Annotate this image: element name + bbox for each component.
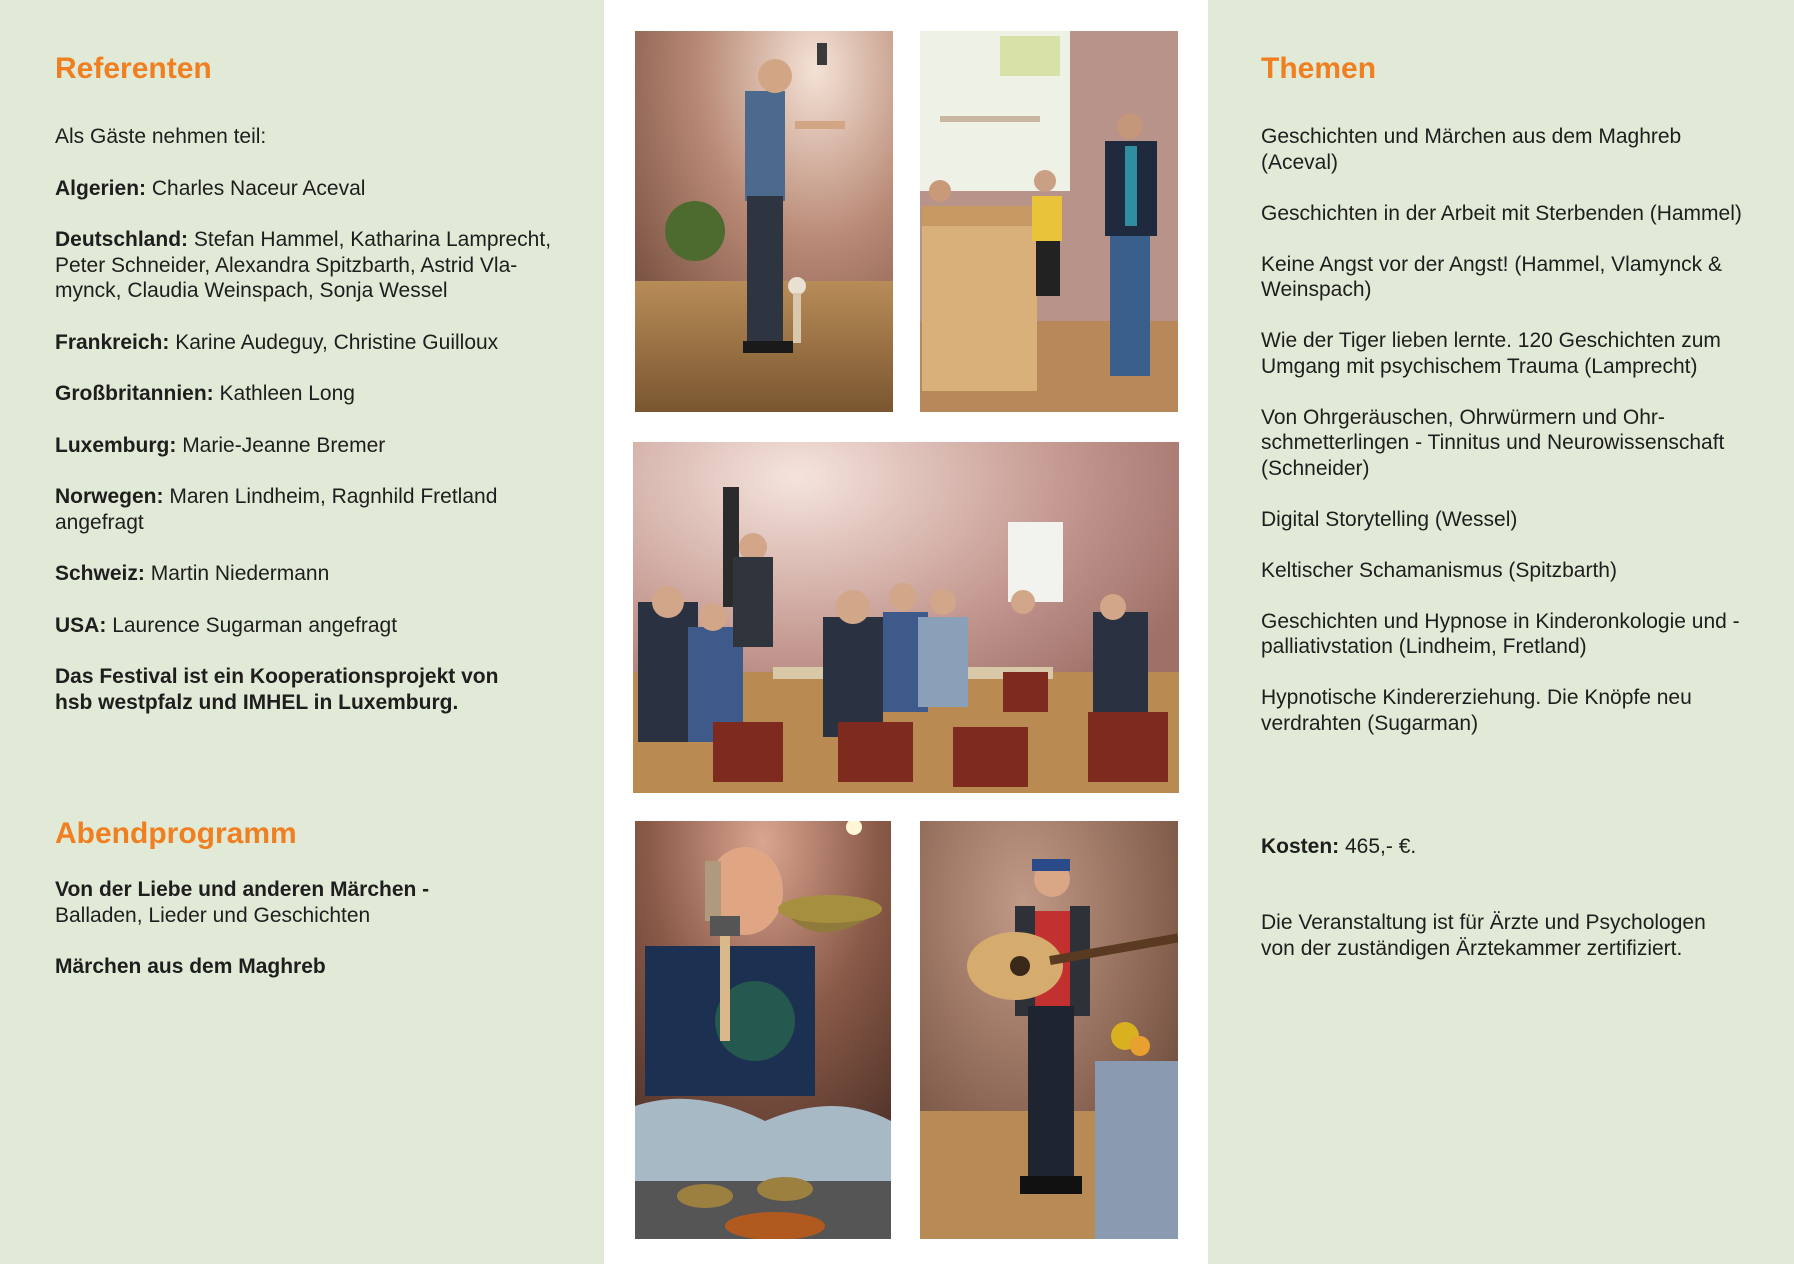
topic-item: Geschichten und Märchen aus dem Maghreb (Aceval) [1261, 125, 1682, 174]
photo-guitarist [920, 821, 1178, 1239]
country-name: Großbritannien: [55, 382, 214, 405]
country-name: Frankreich: [55, 330, 170, 354]
topic-item: Wie der Tiger lieben lernte. 120 Geschichten zum Umgang mit psychischem Trauma (Lamprecht) [1261, 329, 1721, 378]
abendprogramm-heading: Abendprogramm [55, 817, 297, 850]
country-entry [55, 381, 604, 407]
country-people: Kathleen Long [219, 382, 355, 405]
country-entry [55, 176, 604, 202]
topic-item: Digital Storytelling (Wessel) [1261, 507, 1518, 531]
topic-item: Keltischer Schamanismus (Spitzbarth) [1261, 558, 1617, 582]
evening-event-1-subtitle: Balladen, Lieder und Geschichten [55, 903, 371, 927]
left-column [0, 0, 604, 1264]
country-entry [55, 433, 604, 459]
country-name: Deutschland: [55, 228, 189, 251]
country-people: Karine Audeguy, Christine Guilloux [175, 330, 499, 354]
themen-heading: Themen [1261, 52, 1377, 85]
country-entry [55, 484, 525, 535]
topic-list [1261, 124, 1794, 736]
topic-item: Von Ohrgeräuschen, Ohrwürmern und Ohr-schmetterlingen - Tinnitus und Neurowissenschaft (Schneider) [1261, 405, 1725, 480]
cost-label: Kosten: [1261, 835, 1340, 858]
photo-puppeteer [635, 31, 893, 412]
cost-line [1261, 834, 1416, 860]
topic-item: Geschichten und Hypnose in Kinderonkologie und -palliativstation (Lindheim, Fretland) [1261, 609, 1740, 658]
country-people: Laurence Sugarman angefragt [112, 613, 398, 637]
topic-item: Keine Angst vor der Angst! (Hammel, Vlamynck & Weinspach) [1261, 252, 1723, 301]
country-people: Martin Niedermann [150, 562, 330, 585]
cooperation-note: Das Festival ist ein Kooperationsprojekt von hsb westpfalz und IMHEL in Luxemburg. [55, 665, 499, 714]
topic-item: Hypnotische Kindererziehung. Die Knöpfe neu verdrahten (Sugarman) [1261, 686, 1692, 735]
photo-column [604, 0, 1208, 1264]
country-name: USA: [55, 613, 107, 637]
evening-event-1-title: Von der Liebe und anderen Märchen - [55, 878, 430, 901]
evening-event-2: Märchen aus dem Maghreb [55, 955, 326, 978]
country-entry [55, 330, 604, 356]
evening-event-1 [55, 877, 604, 928]
topic-item: Geschichten in der Arbeit mit Sterbenden (Hammel) [1261, 201, 1742, 225]
country-name: Norwegen: [55, 485, 164, 508]
country-people: Charles Naceur Aceval [151, 176, 366, 200]
country-entry [55, 227, 575, 304]
photo-workshop [633, 442, 1179, 793]
country-name: Schweiz: [55, 562, 145, 585]
country-people: Marie-Jeanne Bremer [182, 433, 386, 457]
country-people: Stefan Hammel, Katharina Lamprecht, Peter Schneider, Alexandra Spitzbarth, Astrid Vla-mynck, Claudia Weinspach, Sonja Wessel [55, 228, 552, 302]
country-entry [55, 561, 604, 587]
country-list [55, 176, 604, 639]
right-column [1208, 0, 1794, 1264]
referenten-heading: Referenten [55, 52, 212, 85]
country-entry [55, 613, 604, 639]
cost-value: 465,- €. [1339, 835, 1417, 858]
photo-podium [920, 31, 1178, 412]
photo-singing-bowl [635, 821, 891, 1239]
country-name: Algerien: [55, 176, 147, 200]
certification-note: Die Veranstaltung ist für Ärzte und Psychologen von der zuständigen Ärztekammer zertifiziert. [1261, 911, 1706, 960]
country-name: Luxemburg: [55, 433, 177, 457]
referenten-intro: Als Gäste nehmen teil: [55, 125, 267, 148]
country-people: Maren Lindheim, Ragnhild Fretland angefragt [55, 485, 498, 534]
